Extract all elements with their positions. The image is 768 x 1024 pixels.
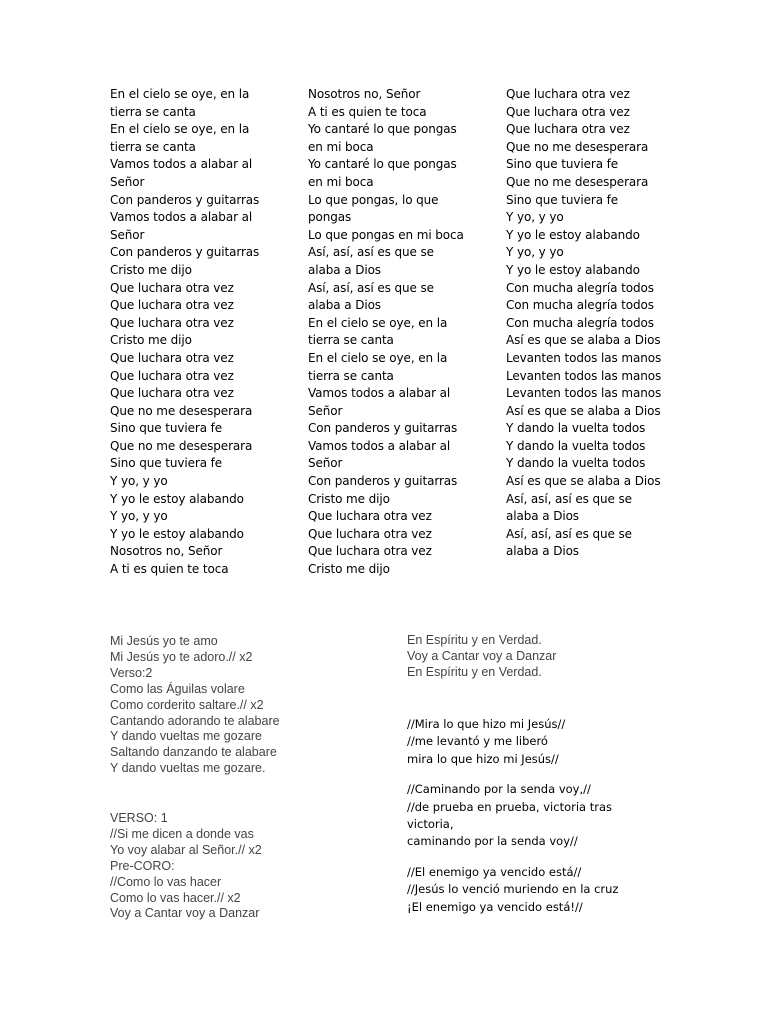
lyric-line: Que no me desesperara xyxy=(110,438,253,453)
lyric-line: Así es que se alaba a Dios xyxy=(506,333,661,348)
lyric-line: alaba a Dios xyxy=(308,298,381,313)
lyric-line: Señor xyxy=(110,227,145,242)
stanza-gap xyxy=(407,851,618,864)
lyrics-column-1 xyxy=(110,86,300,579)
lyric-line: alaba a Dios xyxy=(506,509,579,524)
lyric-line: Así, así, así es que se xyxy=(506,491,632,506)
lyric-line: Que luchara otra vez xyxy=(506,104,630,119)
lyric-line: Y dando la vuelta todos xyxy=(506,456,646,471)
lyric-line: //Como lo vas hacer xyxy=(110,874,222,889)
lyric-line: Como las Águilas volare xyxy=(110,681,245,696)
lyric-line: Y yo le estoy alabando xyxy=(110,526,244,541)
lyric-line: Yo cantaré lo que pongas xyxy=(308,122,457,137)
lyric-line: Que luchara otra vez xyxy=(308,509,432,524)
lyric-line: Señor xyxy=(308,456,343,471)
lyric-line: Cristo me dijo xyxy=(110,262,192,277)
stanza-line: //Jesús lo venció muriendo en la cruz xyxy=(407,882,619,897)
lyric-line: Que luchara otra vez xyxy=(110,386,234,401)
lyric-line: Lo que pongas en mi boca xyxy=(308,227,464,242)
lyric-line: tierra se canta xyxy=(308,333,394,348)
lyric-line: Así es que se alaba a Dios xyxy=(506,474,661,489)
lyric-line: Con mucha alegría todos xyxy=(506,298,654,313)
lyric-line: Voy a Cantar voy a Danzar xyxy=(110,906,260,921)
lyric-line: Levanten todos las manos xyxy=(506,386,662,401)
lyric-line: Lo que pongas, lo que xyxy=(308,192,439,207)
lyric-line: en mi boca xyxy=(308,139,374,154)
lyric-line: Mi Jesús yo te adoro.// x2 xyxy=(110,649,253,664)
lyric-line: tierra se canta xyxy=(110,139,196,154)
stanzas-block xyxy=(407,716,618,916)
lyric-line: Levanten todos las manos xyxy=(506,368,662,383)
lyric-line: alaba a Dios xyxy=(506,544,579,559)
lyric-line: pongas xyxy=(308,210,352,225)
stanza-line: //me levantó y me liberó xyxy=(407,734,548,749)
lyric-line: En el cielo se oye, en la xyxy=(308,350,448,365)
lyrics-column-2 xyxy=(308,86,498,579)
lyric-line: Y yo le estoy alabando xyxy=(506,227,640,242)
lyric-line: Que luchara otra vez xyxy=(506,122,630,137)
stanza-line: //El enemigo ya vencido está// xyxy=(407,864,582,879)
lyric-line: Sino que tuviera fe xyxy=(506,192,619,207)
lyric-line: Vamos todos a alabar al xyxy=(110,157,253,172)
lyric-line: en mi boca xyxy=(308,174,374,189)
lyric-line: Como lo vas hacer.// x2 xyxy=(110,890,241,905)
stanza-gap xyxy=(407,768,618,781)
lyric-line: Que luchara otra vez xyxy=(506,87,630,101)
stanza-line: caminando por la senda voy// xyxy=(407,834,578,849)
lyric-line: Nosotros no, Señor xyxy=(110,544,223,559)
lyric-line: Cristo me dijo xyxy=(308,491,390,506)
stanza-line: ¡El enemigo ya vencido está!// xyxy=(407,899,583,914)
lyric-line: Y yo, y yo xyxy=(506,210,564,225)
lyric-line: Como corderito saltare.// x2 xyxy=(110,697,264,712)
lyric-line: Voy a Cantar voy a Danzar xyxy=(407,648,557,663)
lyric-line: Que luchara otra vez xyxy=(308,544,432,559)
lyric-line: En el cielo se oye, en la xyxy=(308,315,448,330)
lyric-line: Y yo, y yo xyxy=(110,474,168,489)
lyric-line: Y yo, y yo xyxy=(110,509,168,524)
stanza-line: mira lo que hizo mi Jesús// xyxy=(407,751,559,766)
stanza-line: //de prueba en prueba, victoria tras xyxy=(407,799,613,814)
lyric-line: Sino que tuviera fe xyxy=(110,421,223,436)
lyric-line: Con panderos y guitarras xyxy=(308,474,458,489)
lyric-line: Y yo le estoy alabando xyxy=(506,262,640,277)
lyric-line: //Si me dicen a donde vas xyxy=(110,826,254,841)
spirit-truth-block xyxy=(407,633,556,681)
lyric-line: Que no me desesperara xyxy=(506,139,649,154)
lyric-line: Pre-CORO: xyxy=(110,858,175,873)
lyric-line: Vamos todos a alabar al xyxy=(308,386,451,401)
lyric-line: Yo cantaré lo que pongas xyxy=(308,157,457,172)
lyric-line: VERSO: 1 xyxy=(110,811,168,825)
lyric-line: Que luchara otra vez xyxy=(110,280,234,295)
lyric-line: Así, así, así es que se xyxy=(308,245,434,260)
lyric-line: Así, así, así es que se xyxy=(308,280,434,295)
lyric-line: tierra se canta xyxy=(110,104,196,119)
lyric-line: En Espíritu y en Verdad. xyxy=(407,633,542,647)
lyric-line: Y dando la vuelta todos xyxy=(506,438,646,453)
lyric-line: En Espíritu y en Verdad. xyxy=(407,664,542,679)
lyric-line: Nosotros no, Señor xyxy=(308,87,421,101)
lyric-line: Y dando la vuelta todos xyxy=(506,421,646,436)
lyric-line: Cristo me dijo xyxy=(110,333,192,348)
lyric-line: tierra se canta xyxy=(308,368,394,383)
stanza-line: //Caminando por la senda voy,// xyxy=(407,782,591,797)
lyric-line: Señor xyxy=(308,403,343,418)
lyric-line: Y yo le estoy alabando xyxy=(110,491,244,506)
lyric-line: Con panderos y guitarras xyxy=(110,245,260,260)
lyric-line: Que luchara otra vez xyxy=(110,315,234,330)
lyric-line: A ti es quien te toca xyxy=(110,562,229,577)
stanza-line: //Mira lo que hizo mi Jesús// xyxy=(407,717,566,731)
lyric-line: Así, así, así es que se xyxy=(506,526,632,541)
verse-1-block xyxy=(110,811,262,922)
lyric-line: Cantando adorando te alabare xyxy=(110,713,280,728)
lyric-line: Que luchara otra vez xyxy=(110,368,234,383)
lyric-line: Que luchara otra vez xyxy=(110,350,234,365)
lyric-line: Vamos todos a alabar al xyxy=(308,438,451,453)
lyric-line: Yo voy alabar al Señor.// x2 xyxy=(110,842,262,857)
lyric-line: Saltando danzando te alabare xyxy=(110,745,277,760)
lyric-line: Así es que se alaba a Dios xyxy=(506,403,661,418)
lyric-line: Con mucha alegría todos xyxy=(506,315,654,330)
lyric-line: alaba a Dios xyxy=(308,262,381,277)
lyric-line: Verso:2 xyxy=(110,665,153,680)
lyrics-column-3 xyxy=(506,86,696,561)
lyric-line: Sino que tuviera fe xyxy=(110,456,223,471)
lyric-line: Y dando vueltas me gozare. xyxy=(110,761,266,776)
lyric-line: Sino que tuviera fe xyxy=(506,157,619,172)
lyric-line: Con panderos y guitarras xyxy=(110,192,260,207)
lyric-line: Levanten todos las manos xyxy=(506,350,662,365)
lyric-line: Que luchara otra vez xyxy=(308,526,432,541)
lyric-line: Cristo me dijo xyxy=(308,562,390,577)
lyric-line: En el cielo se oye, en la xyxy=(110,122,250,137)
lyric-line: A ti es quien te toca xyxy=(308,104,427,119)
lyric-line: Con mucha alegría todos xyxy=(506,280,654,295)
lyric-line: Que luchara otra vez xyxy=(110,298,234,313)
lyric-line: Que no me desesperara xyxy=(110,403,253,418)
verse-2-block xyxy=(110,634,280,777)
lyric-line: Mi Jesús yo te amo xyxy=(110,634,218,648)
lyric-line: Y yo, y yo xyxy=(506,245,564,260)
lyric-line: Con panderos y guitarras xyxy=(308,421,458,436)
lyric-line: En el cielo se oye, en la xyxy=(110,87,250,101)
stanza-line: victoria, xyxy=(407,817,454,832)
lyric-line: Que no me desesperara xyxy=(506,174,649,189)
lyric-line: Vamos todos a alabar al xyxy=(110,210,253,225)
lyric-line: Y dando vueltas me gozare xyxy=(110,729,262,744)
lyric-line: Señor xyxy=(110,174,145,189)
